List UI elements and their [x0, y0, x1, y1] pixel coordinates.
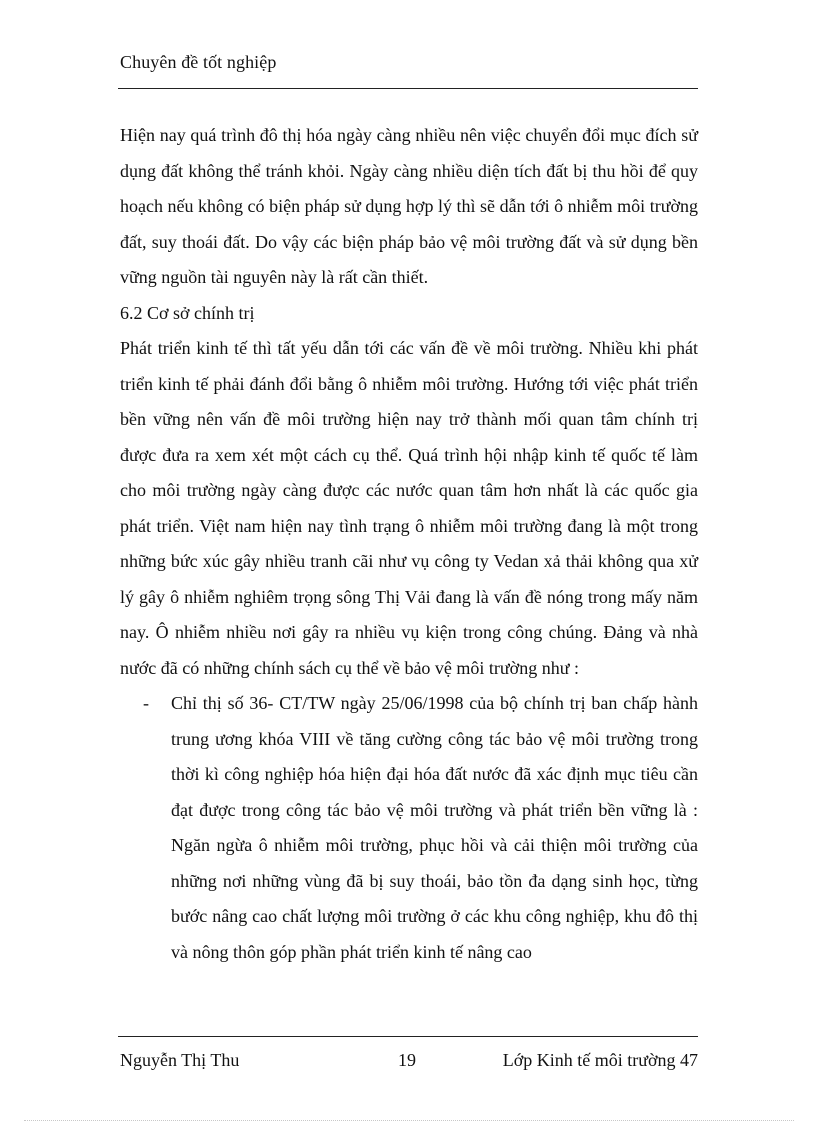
list-item: [120, 686, 698, 970]
footer-author: Nguyễn Thị Thu: [120, 1050, 240, 1070]
list-dash: -: [143, 693, 149, 713]
page-content: [120, 118, 698, 970]
section-paragraph: Phát triển kinh tế thì tất yếu dẫn tới các vấn đề về môi trường. Nhiều khi phát triển kinh tế phải đánh đổi bằng ô nhiễm môi trường. Hướng tới việc phát triển bền vững nên vấn đề môi trường hiện nay trở thành mối quan tâm chính trị được đưa ra xem xét một cách cụ thể. Quá trình hội nhập kinh tế quốc tế làm cho môi trường ngày càng được các nước quan tâm hơn nhất là các quốc gia phát triển. Việt nam hiện nay tình trạng ô nhiễm môi trường đang là một trong những bức xúc gây nhiều tranh cãi như vụ công ty Vedan xả thải không qua xử lý gây ô nhiễm nghiêm trọng sông Thị Vải đang là vấn đề nóng trong mấy năm nay. Ô nhiễm nhiều nơi gây ra nhiều vụ kiện trong công chúng. Đảng và nhà nước đã có những chính sách cụ thể về bảo vệ môi trường như :: [120, 338, 698, 678]
footer-class-name: Lớp Kinh tế môi trường 47: [502, 1050, 698, 1070]
intro-paragraph: Hiện nay quá trình đô thị hóa ngày càng nhiều nên việc chuyển đổi mục đích sử dụng đất không thể tránh khỏi. Ngày càng nhiều diện tích đất bị thu hồi để quy hoạch nếu không có biện pháp sử dụng hợp lý thì sẽ dẫn tới ô nhiễm môi trường đất, suy thoái đất. Do vậy các biện pháp bảo vệ môi trường đất và sử dụng bền vững nguồn tài nguyên này là rất cần thiết.: [120, 125, 698, 287]
policy-list: [120, 686, 698, 970]
page-header: Chuyên đề tốt nghiệp: [120, 52, 277, 72]
page-edge-divider: [24, 1120, 794, 1121]
header-rule: [118, 88, 698, 89]
section-heading: 6.2 Cơ sở chính trị: [120, 302, 255, 323]
footer-rule: [118, 1036, 698, 1037]
footer-page-number: 19: [398, 1050, 416, 1070]
list-item-text: Chỉ thị số 36- CT/TW ngày 25/06/1998 của bộ chính trị ban chấp hành trung ương khóa VIII về tăng cường công tác bảo vệ môi trường trong thời kì công nghiệp hóa hiện đại hóa đất nước đã xác định mục tiêu cần đạt được trong công tác bảo vệ môi trường và phát triển bền vững là : Ngăn ngừa ô nhiễm môi trường, phục hồi và cải thiện môi trường của những nơi những vùng đã bị suy thoái, bảo tồn đa dạng sinh học, từng bước nâng cao chất lượng môi trường ở các khu công nghiệp, khu đô thị và nông thôn góp phần phát triển kinh tế nâng cao: [171, 693, 698, 962]
